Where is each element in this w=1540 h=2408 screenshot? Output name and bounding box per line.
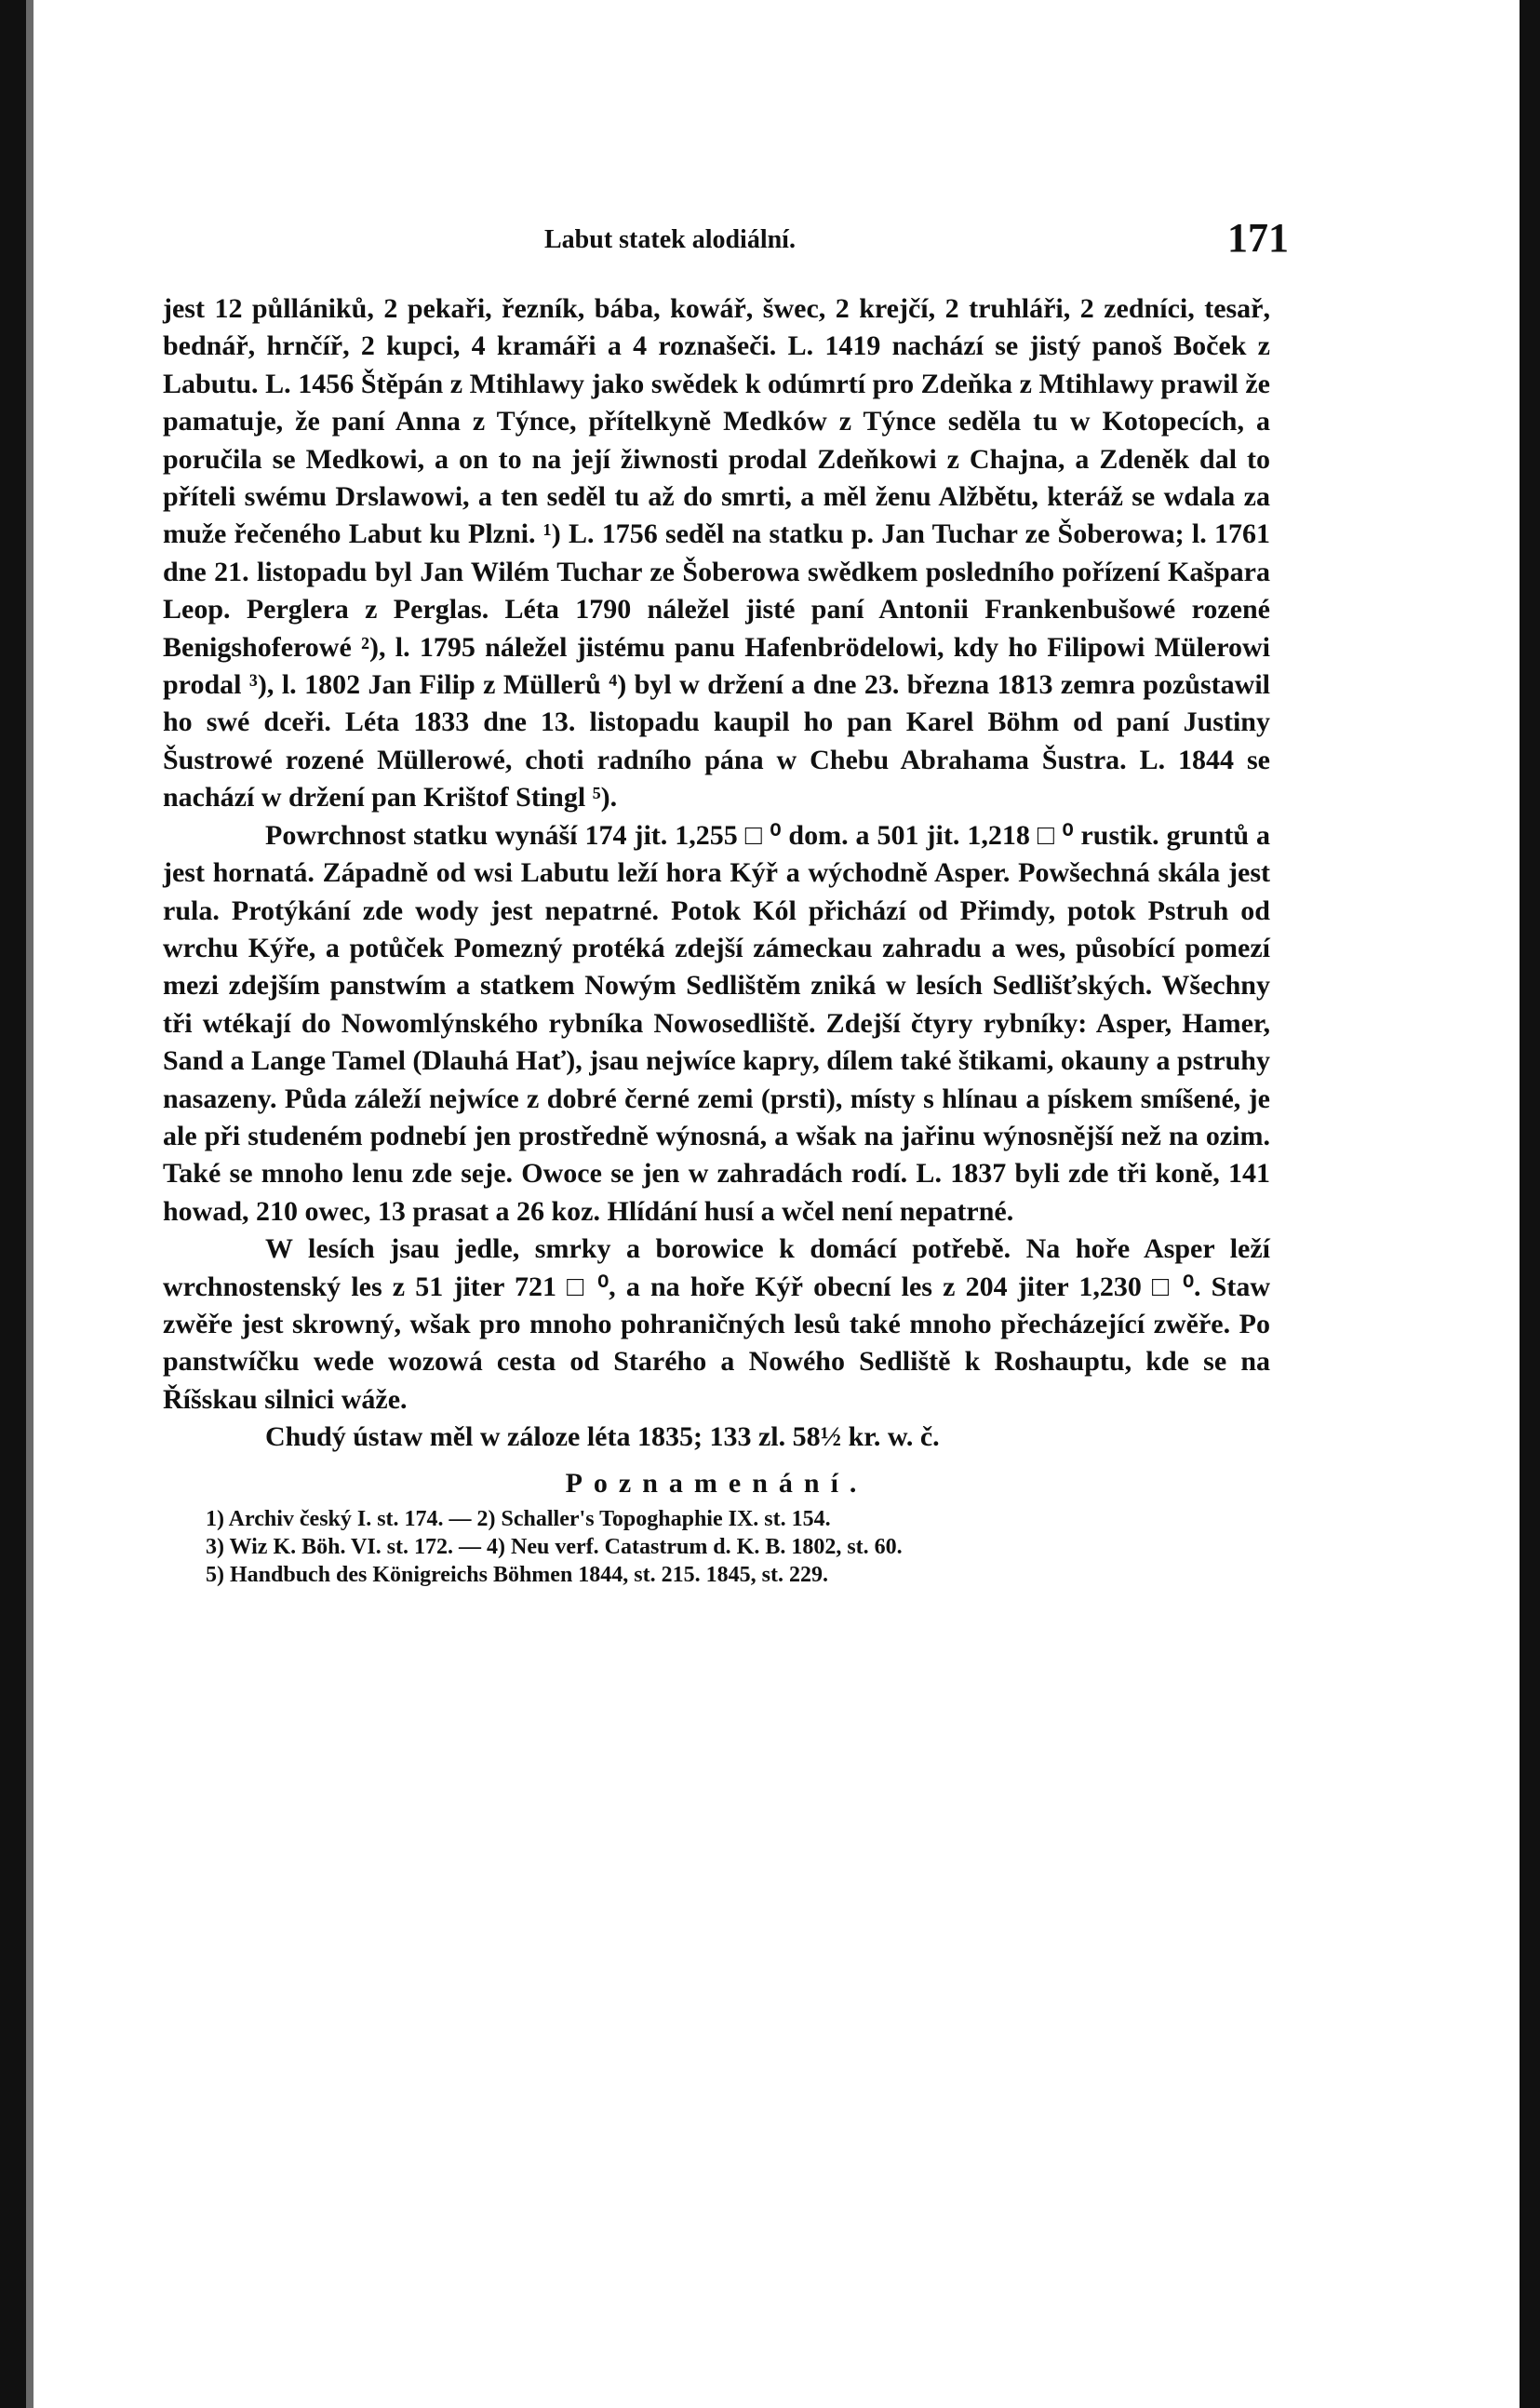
paragraph-history: jest 12 půllániků, 2 pekaři, řezník, bába, kowář, šwec, 2 krejčí, 2 truhláři, 2 zedníci, tesař, bednář, hrnčíř, 2 kupci, 4 kramáři a 4 roznašeči. L. 1419 nachází se jistý panoš Boček z Labutu. L. 1456 Štěpán z Mtihlawy jako swědek k odúmrtí pro Zdeňka z Mtihlawy prawil že pamatuje, že paní Anna z Týnce, přítelkyně Medków z Týnce seděla tu w Kotopecích, a poručila se Medkowi, a on to na její žiwnosti prodal Zdeňkowi z Chajna, a Zdeněk dal to příteli swému Drslawowi, a ten seděl tu až do smrti, a měl ženu Alžbětu, kteráž se wdala za muže řečeného Labut ku Plzni. ¹) L. 1756 seděl na statku p. Jan Tuchar ze Šoberowa; l. 1761 dne 21. listopadu byl Jan Wilém Tuchar ze Šoberowa swědkem posledního pořízení Kašpara Leop. Perglera z Perglas. Léta 1790 náležel jisté paní Antonii Frankenbušowé rozené Benigshoferowé ²), l. 1795 náležel jistému panu Hafenbrödelowi, kdy ho Filipowi Mülerowi prodal ³), l. 1802 Jan Filip z Müllerů ⁴) byl w držení a dne 23. března 1813 zemra pozůstawil ho swé dceři. Léta 1833 dne 13. listopadu kaupil ho pan Karel Böhm od paní Justiny Šustrowé rozené Müllerowé, choti radního pána w Chebu Abrahama Šustra. L. 1844 se nachází w držení pan Krištof Stingl ⁵). xyxy=(163,293,1270,814)
paragraph-forests: W lesích jsau jedle, smrky a borowice k domácí potřebě. Na hoře Asper leží wrchnostenský les z 51 jiter 721 □ ⁰, a na hoře Kýř obecní les z 204 jiter 1,230 □ ⁰. Staw zwěře jest skrowný, wšak pro mnoho pohraničných lesů také mnoho přecházející zwěře. Po panstwíčku wede wozowá cesta od Starého a Nowého Sedliště k Roshauptu, kde se na Říšskau silnici wáže. xyxy=(163,1233,1270,1415)
footnote-line: 5) Handbuch des Königreichs Böhmen 1844, st. 215. 1845, st. 229. xyxy=(206,1562,828,1587)
paragraph-poor-fund: Chudý ústaw měl w záloze léta 1835; 133 zl. 58½ kr. w. č. xyxy=(265,1421,940,1453)
paragraph-land: Powrchnost statku wynáší 174 jit. 1,255 □ ⁰ dom. a 501 jit. 1,218 □ ⁰ rustik. gruntů a jest hornatá. Západně od wsi Labutu leží hora Kýř a wýchodně Asper. Powšechná skála jest rula. Protýkání zde wody jest nepatrné. Potok Kól přichází od Přimdy, potok Pstruh od wrchu Kýře, a potůček Pomezný protéká zdejší zámeckau zahradu a wes, působící pomezí mezi zdejším panstwím a statkem Nowým Sedlištěm zniká w lesích Sedlišťských. Wšechny tři wtékají do Nowomlýnského rybníka Nowosedliště. Zdejší čtyry rybníky: Asper, Hamer, Sand a Lange Tamel (Dlauhá Hať), jsau nejwíce kapry, dílem také štikami, okauny a pstruhy nasazeny. Půda záleží nejwíce z dobré černé zemi (prsti), místy s hlínau a pískem smíšené, je ale při studeném podnebí jen prostředně wýnosná, a wšak na jařinu wýnosnější než na ozim. Také se mnoho lenu zde seje. Owoce se jen w zahradách rodí. L. 1837 byli zde tři koně, 141 howad, 210 owec, 13 prasat a 26 koz. Hlídání husí a wčel není nepatrné. xyxy=(163,819,1270,1227)
main-text xyxy=(163,290,1270,1457)
scan-border-left xyxy=(0,0,26,2408)
scan-border-right xyxy=(1520,0,1540,2408)
page-header xyxy=(163,214,1289,270)
notes-heading: Poznamenání. xyxy=(565,1467,868,1499)
footnotes xyxy=(163,1505,1270,1589)
book-page xyxy=(163,214,1289,1589)
footnote-line: 3) Wiz K. Böh. VI. st. 172. — 4) Neu verf. Catastrum d. K. B. 1802, st. 60. xyxy=(206,1534,903,1559)
scan-border-shadow xyxy=(26,0,33,2408)
running-head: Labut statek alodiální. xyxy=(544,225,796,254)
page-number: 171 xyxy=(1227,215,1289,261)
footnote-line: 1) Archiv český I. st. 174. — 2) Schaller's Topoghaphie IX. st. 154. xyxy=(206,1506,831,1531)
